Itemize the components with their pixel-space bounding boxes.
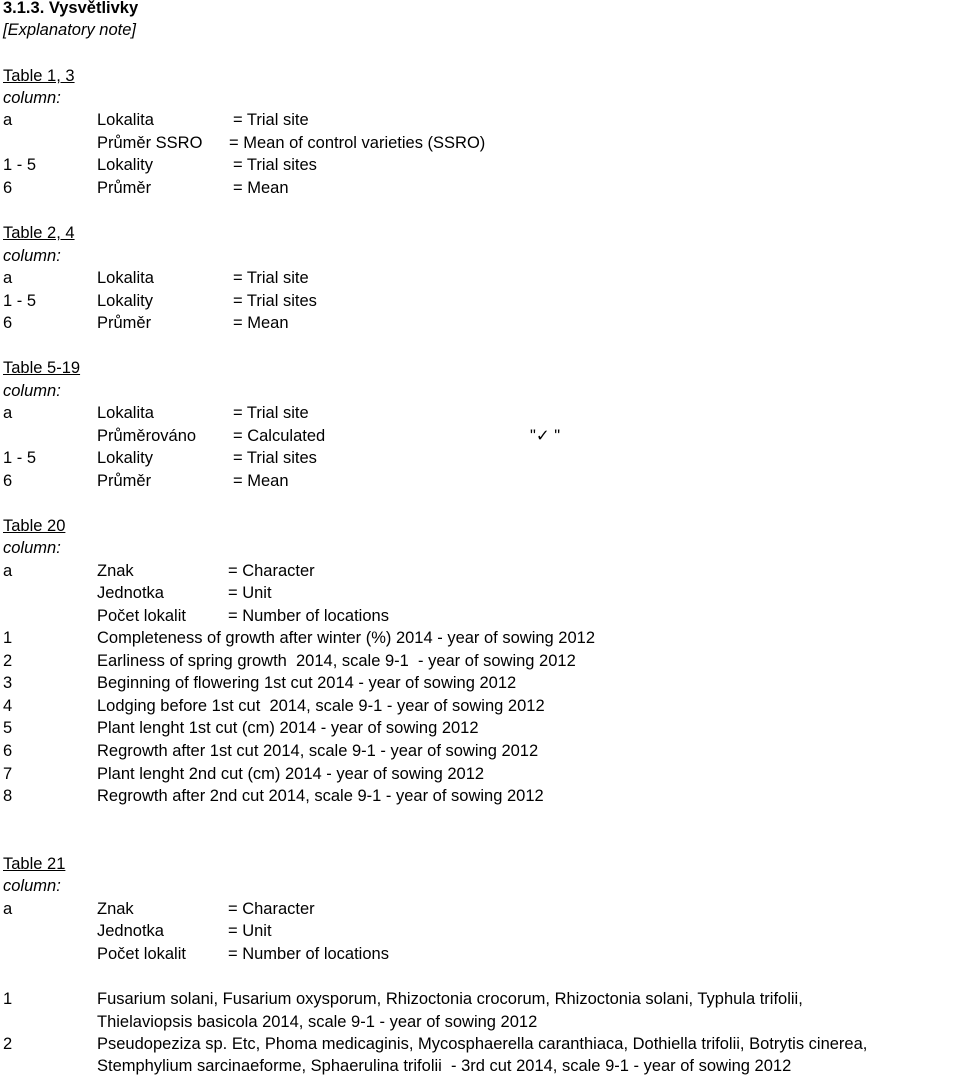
check-mark-icon: "✓ " — [530, 427, 561, 445]
table-4-column-label: column: — [3, 539, 61, 557]
row-en: = Mean — [233, 314, 289, 332]
item-text: Lodging before 1st cut 2014, scale 9-1 - year of sowing 2012 — [97, 697, 545, 715]
item-text: Beginning of flowering 1st cut 2014 - year of sowing 2012 — [97, 674, 517, 692]
row-en: = Mean — [233, 179, 289, 197]
item-number: 5 — [3, 719, 13, 737]
row-cz: Lokality — [97, 449, 153, 467]
item-number: 7 — [3, 765, 13, 783]
row-cz: Lokalita — [97, 269, 154, 287]
row-key: 6 — [3, 314, 13, 332]
item-text: Regrowth after 2nd cut 2014, scale 9-1 - year of sowing 2012 — [97, 787, 544, 805]
table-4-title: Table 20 — [3, 517, 66, 535]
row-en: = Mean of control varieties (SSRO) — [229, 134, 486, 152]
item-text: Regrowth after 1st cut 2014, scale 9-1 - year of sowing 2012 — [97, 742, 539, 760]
row-key: 1 - 5 — [3, 156, 37, 174]
row-cz: Počet lokalit — [97, 945, 186, 963]
row-en: = Character — [228, 900, 315, 918]
item-number: 1 — [3, 629, 13, 647]
row-key: a — [3, 404, 13, 422]
item-number: 3 — [3, 674, 13, 692]
item-number: 2 — [3, 1035, 13, 1053]
item-number: 1 — [3, 990, 13, 1008]
row-key: 1 - 5 — [3, 292, 37, 310]
row-cz: Průměr — [97, 179, 152, 197]
row-key: a — [3, 269, 13, 287]
row-key: a — [3, 562, 13, 580]
row-en: = Unit — [228, 922, 272, 940]
row-cz: Lokalita — [97, 404, 154, 422]
item-text: Plant lenght 1st cut (cm) 2014 - year of sowing 2012 — [97, 719, 479, 737]
row-cz: Lokalita — [97, 111, 154, 129]
section-subheading: [Explanatory note] — [3, 21, 136, 39]
item-text: Completeness of growth after winter (%) 2014 - year of sowing 2012 — [97, 629, 595, 647]
item-text: Thielaviopsis basicola 2014, scale 9-1 - year of sowing 2012 — [97, 1013, 538, 1031]
table-3-title: Table 5-19 — [3, 359, 81, 377]
row-en: = Number of locations — [228, 607, 389, 625]
item-text: Pseudopeziza sp. Etc, Phoma medicaginis, Mycosphaerella caranthiaca, Dothiella trifolii, Botrytis cinerea, — [97, 1035, 868, 1053]
row-en: = Trial sites — [233, 292, 317, 310]
table-1-column-label: column: — [3, 89, 61, 107]
row-key: a — [3, 111, 13, 129]
item-number: 2 — [3, 652, 13, 670]
row-key: 6 — [3, 179, 13, 197]
row-en: = Trial site — [233, 404, 309, 422]
item-text: Earliness of spring growth 2014, scale 9-1 - year of sowing 2012 — [97, 652, 576, 670]
row-cz: Průměr SSRO — [97, 134, 203, 152]
row-en: = Mean — [233, 472, 289, 490]
row-cz: Počet lokalit — [97, 607, 186, 625]
item-number: 8 — [3, 787, 13, 805]
item-text: Fusarium solani, Fusarium oxysporum, Rhizoctonia crocorum, Rhizoctonia solani, Typhula trifolii, — [97, 990, 803, 1008]
row-key: 6 — [3, 472, 13, 490]
item-text: Plant lenght 2nd cut (cm) 2014 - year of sowing 2012 — [97, 765, 485, 783]
row-cz: Znak — [97, 900, 134, 918]
row-en: = Unit — [228, 584, 272, 602]
row-en: = Number of locations — [228, 945, 389, 963]
row-cz: Jednotka — [97, 584, 164, 602]
row-cz: Průměr — [97, 314, 152, 332]
table-5-title: Table 21 — [3, 855, 66, 873]
row-cz: Průměrováno — [97, 427, 197, 445]
item-number: 6 — [3, 742, 13, 760]
row-en: = Trial site — [233, 269, 309, 287]
table-5-column-label: column: — [3, 877, 61, 895]
row-cz: Jednotka — [97, 922, 164, 940]
row-en: = Trial sites — [233, 156, 317, 174]
row-key: 1 - 5 — [3, 449, 37, 467]
row-en: = Trial site — [233, 111, 309, 129]
row-cz: Lokality — [97, 156, 153, 174]
item-text: Stemphylium sarcinaeforme, Sphaerulina trifolii - 3rd cut 2014, scale 9-1 - year of sowing 2012 — [97, 1057, 792, 1075]
row-en: = Calculated — [233, 427, 326, 445]
row-en: = Trial sites — [233, 449, 317, 467]
item-number: 4 — [3, 697, 13, 715]
table-2-column-label: column: — [3, 247, 61, 265]
row-key: a — [3, 900, 13, 918]
table-1-title: Table 1, 3 — [3, 67, 75, 85]
section-heading: 3.1.3. Vysvětlivky — [3, 0, 139, 17]
table-2-title: Table 2, 4 — [3, 224, 75, 242]
row-cz: Průměr — [97, 472, 152, 490]
table-3-column-label: column: — [3, 382, 61, 400]
row-cz: Lokality — [97, 292, 153, 310]
row-cz: Znak — [97, 562, 134, 580]
row-en: = Character — [228, 562, 315, 580]
